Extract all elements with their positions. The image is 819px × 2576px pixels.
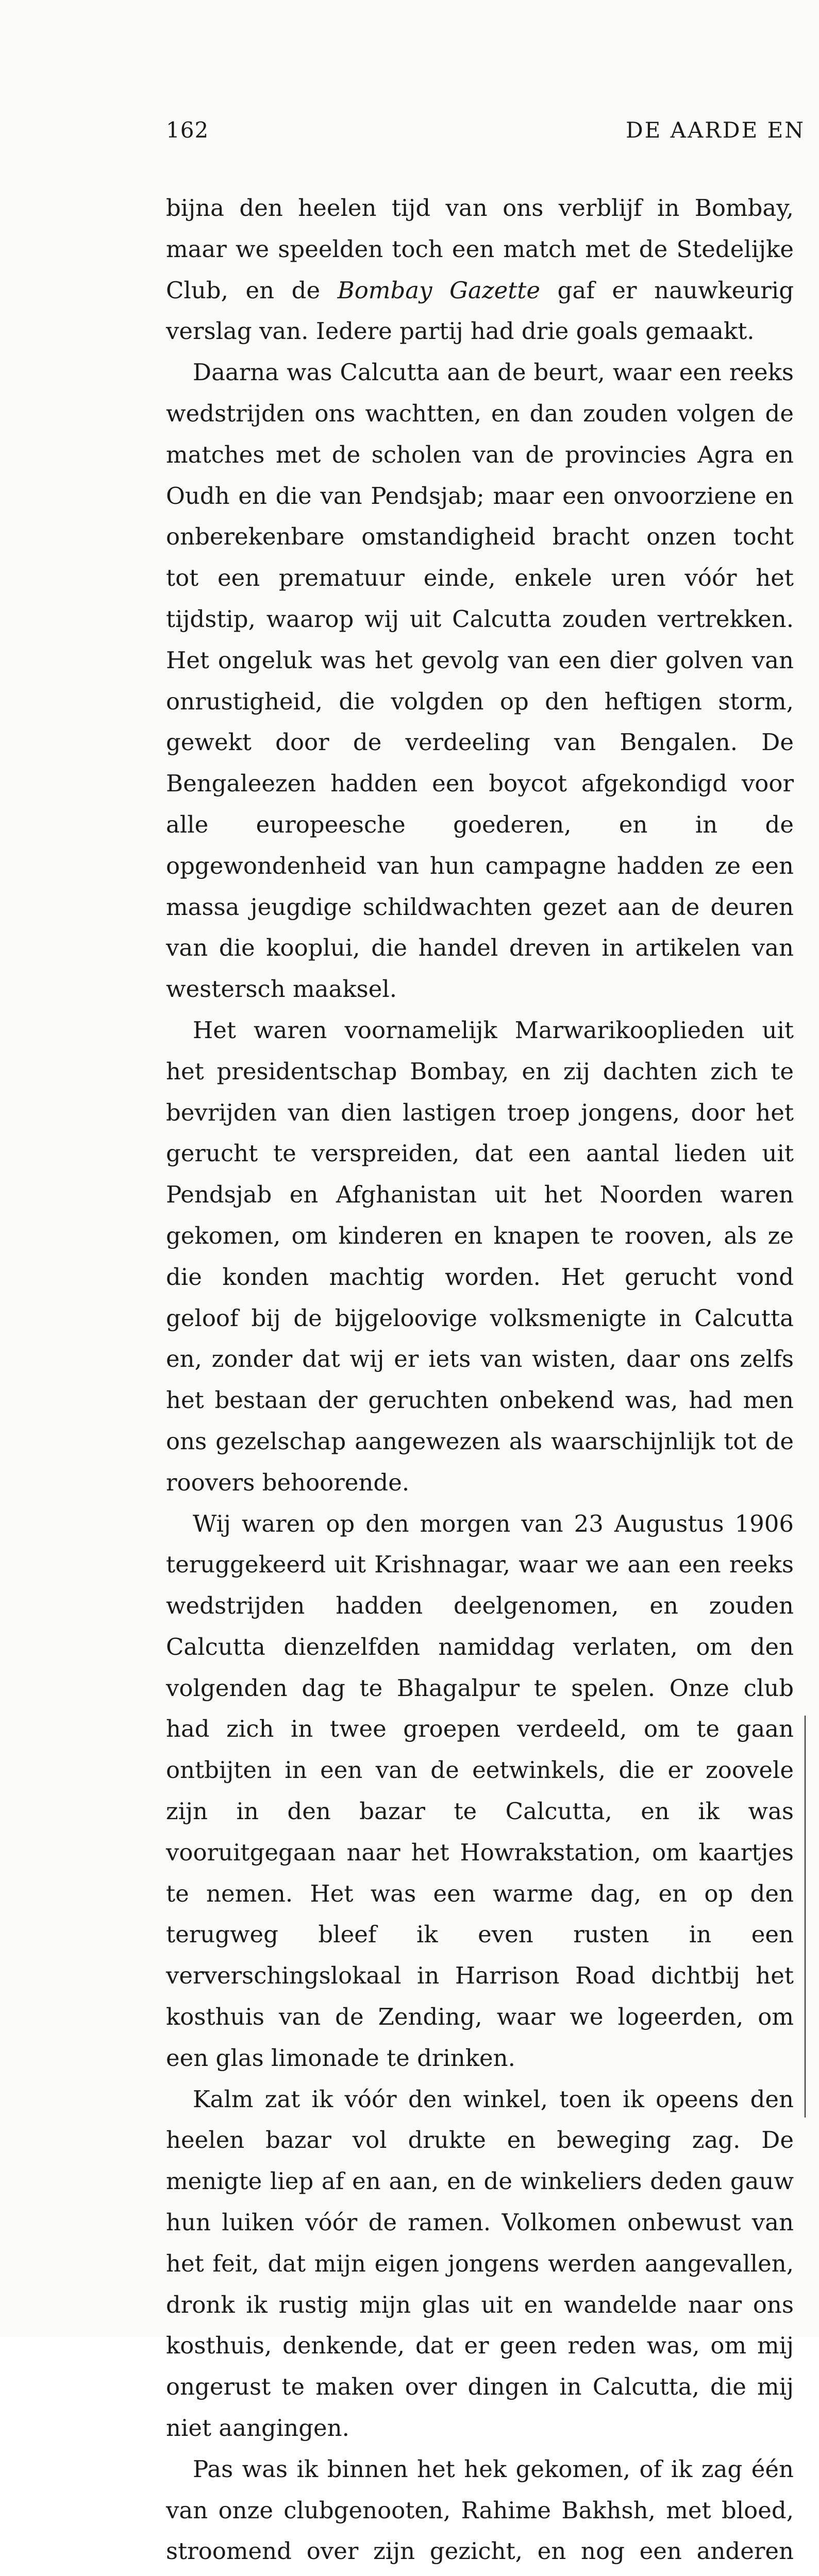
paragraph-1 bbox=[166, 188, 794, 352]
paragraph-3: Het waren voornamelijk Marwarikooplieden uit het presidentschap Bombay, en zij dachten zich te bevrijden van dien lastigen troep jongens, door het gerucht te verspreiden, dat een aantal lieden uit Pendsjab en Afghanistan uit het Noorden waren gekomen, om kinderen en knapen te rooven, als ze die konden machtig worden. Het gerucht vond geloof bij de bijgeloovige volksmenigte in Calcutta en, zonder dat wij er iets van wisten, daar ons zelfs het bestaan der geruchten onbekend was, had men ons gezelschap aangewezen als waarschijnlijk tot de roovers behoorende. bbox=[166, 1016, 794, 1496]
page-number: 162 bbox=[166, 117, 209, 143]
paragraph-6: Pas was ik binnen het hek gekomen, of ik zag één van onze clubgenooten, Rahime Bakhsh, met bloed, stroomend over zijn gezicht, en nog een anderen bbox=[166, 2455, 794, 2565]
margin-rule bbox=[805, 1716, 806, 2117]
paragraph-2: Daarna was Calcutta aan de beurt, waar een reeks wedstrijden ons wachtten, en dan zouden volgen de matches met de scholen van de provincies Agra en Oudh en die van Pendsjab; maar een onvoorziene en onberekenbare omstandigheid bracht onzen tocht tot een prematuur einde, enkele uren vóór het tijdstip, waarop wij uit Calcutta zouden vertrekken. Het ongeluk was het gevolg van een dier golven van onrustigheid, die volgden op den heftigen storm, gewekt door de verdeeling van Bengalen. De Bengaleezen hadden een boycot afgekondigd voor alle europeesche goederen, en in de opgewondenheid van hun campagne hadden ze een massa jeugdige schildwachten gezet aan de deuren van die kooplui, die handel dreven in artikelen van westersch maaksel. bbox=[166, 359, 794, 1003]
page-header bbox=[166, 117, 805, 148]
paragraph-5: Kalm zat ik vóór den winkel, toen ik opeens den heelen bazar vol drukte en beweging zag. De menigte liep af en aan, en de winkeliers deden gauw hun luiken vóór de ramen. Volkomen onbewust van het feit, dat mijn eigen jongens werden aangevallen, dronk ik rustig mijn glas uit en wandelde naar ons kosthuis, denkende, dat er geen reden was, om mij ongerust te maken over dingen in Calcutta, die mij niet aangingen. bbox=[166, 2085, 794, 2442]
body-text bbox=[166, 188, 794, 2576]
running-head: DE AARDE EN bbox=[625, 117, 805, 143]
paragraph-1-part-1: bijna den heelen tijd van ons verblijf in Bombay, maar we speelden toch een match met de Stedelijke Club, en de bbox=[166, 194, 794, 304]
paragraph-1-part-2: gaf er nauwkeurig verslag van. Iedere partij had drie goals gemaakt. bbox=[166, 276, 794, 345]
newspaper-title: Bombay Gazette bbox=[337, 276, 540, 304]
paragraph-4: Wij waren op den morgen van 23 Augustus 1906 teruggekeerd uit Krishnagar, waar we aan een reeks wedstrijden hadden deelgenomen, en zouden Calcutta dienzelfden namiddag verlaten, om den volgenden dag te Bhagalpur te spelen. Onze club had zich in twee groepen verdeeld, om te gaan ontbijten in een van de eetwinkels, die er zoovele zijn in den bazar te Calcutta, en ik was vooruitgegaan naar het Howrakstation, om kaartjes te nemen. Het was een warme dag, en op den terugweg bleef ik even rusten in een ververschingslokaal in Harrison Road dichtbij het kosthuis van de Zending, waar we logeerden, om een glas limonade te drinken. bbox=[166, 1510, 794, 2072]
